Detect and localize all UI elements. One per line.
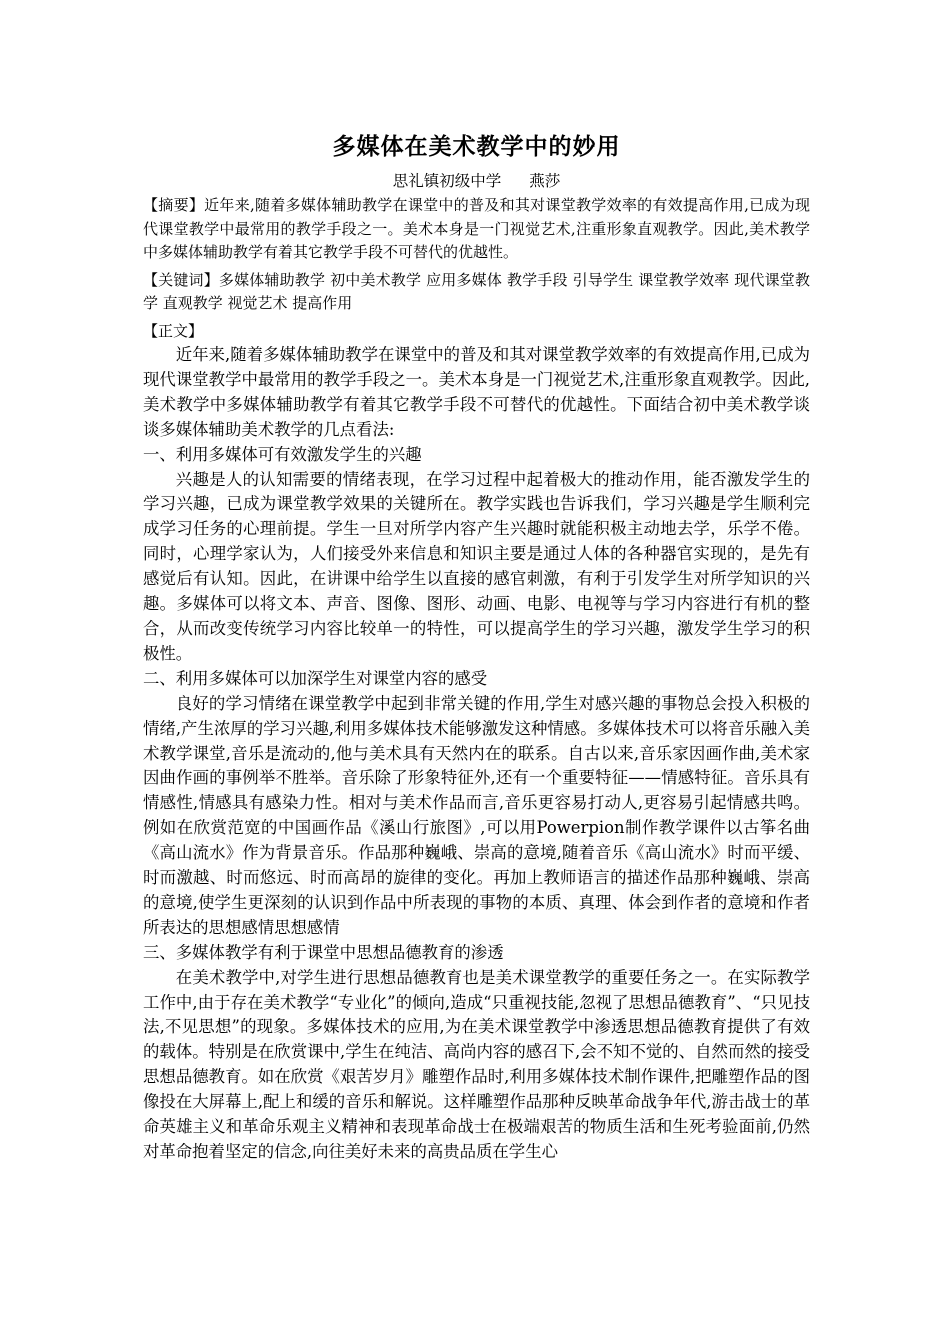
- author-line: [143, 170, 810, 192]
- section-heading-1: 一、利用多媒体可有效激发学生的兴趣: [143, 444, 422, 464]
- author-school: 思礼镇初级中学: [392, 172, 502, 190]
- section-paragraph-3: 在美术教学中,对学生进行思想品德教育也是美术课堂教学的重要任务之一。在实际教学工作中,由于存在美术教学“专业化”的倾向,造成“只重视技能,忽视了思想品德教育”、“只见技法,不见思想”的现象。多媒体技术的应用,为在美术课堂教学中渗透思想品德教育提供了有效的载体。特别是在欣赏课中,学生在纯洁、高尚内容的感召下,会不知不觉的、自然而然的接受思想品德教育。如在欣赏《艰苦岁月》雕塑作品时,利用多媒体技术制作课件,把雕塑作品的图像投在大屏幕上,配上和缓的音乐和解说。这样雕塑作品那种反映革命战争年代,游击战士的革命英雄主义和革命乐观主义精神和表现革命战士在极端艰苦的物质生活和生死考验面前,仍然对革命抱着坚定的信念,向往美好未来的高贵品质在学生心: [143, 967, 810, 1161]
- author-name: 燕莎: [529, 172, 561, 190]
- body-heading: 【正文】: [143, 321, 204, 340]
- section-heading-2: 二、利用多媒体可以加深学生对课堂内容的感受: [143, 668, 488, 688]
- section-heading-3: 三、多媒体教学有利于课堂中思想品德教育的渗透: [143, 942, 504, 962]
- document-page: [143, 128, 810, 1165]
- section-paragraph-2: 良好的学习情绪在课堂教学中起到非常关键的作用,学生对感兴趣的事物总会投入积极的情绪,产生浓厚的学习兴趣,利用多媒体技术能够激发这种情感。多媒体技术可以将音乐融入美术教学课堂,音乐是流动的,他与美术具有天然内在的联系。自古以来,音乐家因画作曲,美术家因曲作画的事例举不胜举。音乐除了形象特征外,还有一个重要特征——情感特征。音乐具有情感性,情感具有感染力性。相对与美术作品而言,音乐更容易打动人,更容易引起情感共鸣。例如在欣赏范宽的中国画作品《溪山行旅图》,可以用Powerpion制作教学课件以古筝名曲《高山流水》作为背景音乐。作品那种巍峨、崇高的意境,随着音乐《高山流水》时而平缓、时而激越、时而悠远、时而高昂的旋律的变化。再加上教师语言的描述作品那种巍峨、崇高的意境,使学生更深刻的认识到作品中所表现的事物的本质、真理、体会到作者的意境和作者所表达的思想感情思想感情: [143, 693, 810, 937]
- section-paragraph-1: 兴趣是人的认知需要的情绪表现，在学习过程中起着极大的推动作用，能否激发学生的学习兴趣，已成为课堂教学效果的关键所在。教学实践也告诉我们，学习兴趣是学生顺利完成学习任务的心理前提。学生一旦对所学内容产生兴趣时就能积极主动地去学，乐学不倦。同时，心理学家认为，人们接受外来信息和知识主要是通过人体的各种器官实现的，是先有感觉后有认知。因此，在讲课中给学生以直接的感官刺激，有利于引发学生对所学知识的兴趣。多媒体可以将文本、声音、图像、图形、动画、电影、电视等与学习内容进行有机的整合，从而改变传统学习内容比较单一的特性，可以提高学生的学习兴趣，激发学生学习的积极性。: [143, 469, 810, 663]
- document-title: 多媒体在美术教学中的妙用: [332, 134, 621, 160]
- abstract: 【摘要】近年来,随着多媒体辅助教学在课堂中的普及和其对课堂教学效率的有效提高作用,已成为现代课堂教学中最常用的教学手段之一。美术本身是一门视觉艺术,注重形象直观教学。因此,美术教学中多媒体辅助教学有着其它教学手段不可替代的优越性。: [143, 196, 810, 261]
- intro-paragraph: 近年来,随着多媒体辅助教学在课堂中的普及和其对课堂教学效率的有效提高作用,已成为现代课堂教学中最常用的教学手段之一。美术本身是一门视觉艺术,注重形象直观教学。因此,美术教学中多媒体辅助教学有着其它教学手段不可替代的优越性。下面结合初中美术教学谈谈多媒体辅助美术教学的几点看法:: [143, 345, 810, 439]
- keywords: 【关键词】多媒体辅助教学 初中美术教学 应用多媒体 教学手段 引导学生 课堂教学效率 现代课堂教学 直观教学 视觉艺术 提高作用: [143, 270, 810, 312]
